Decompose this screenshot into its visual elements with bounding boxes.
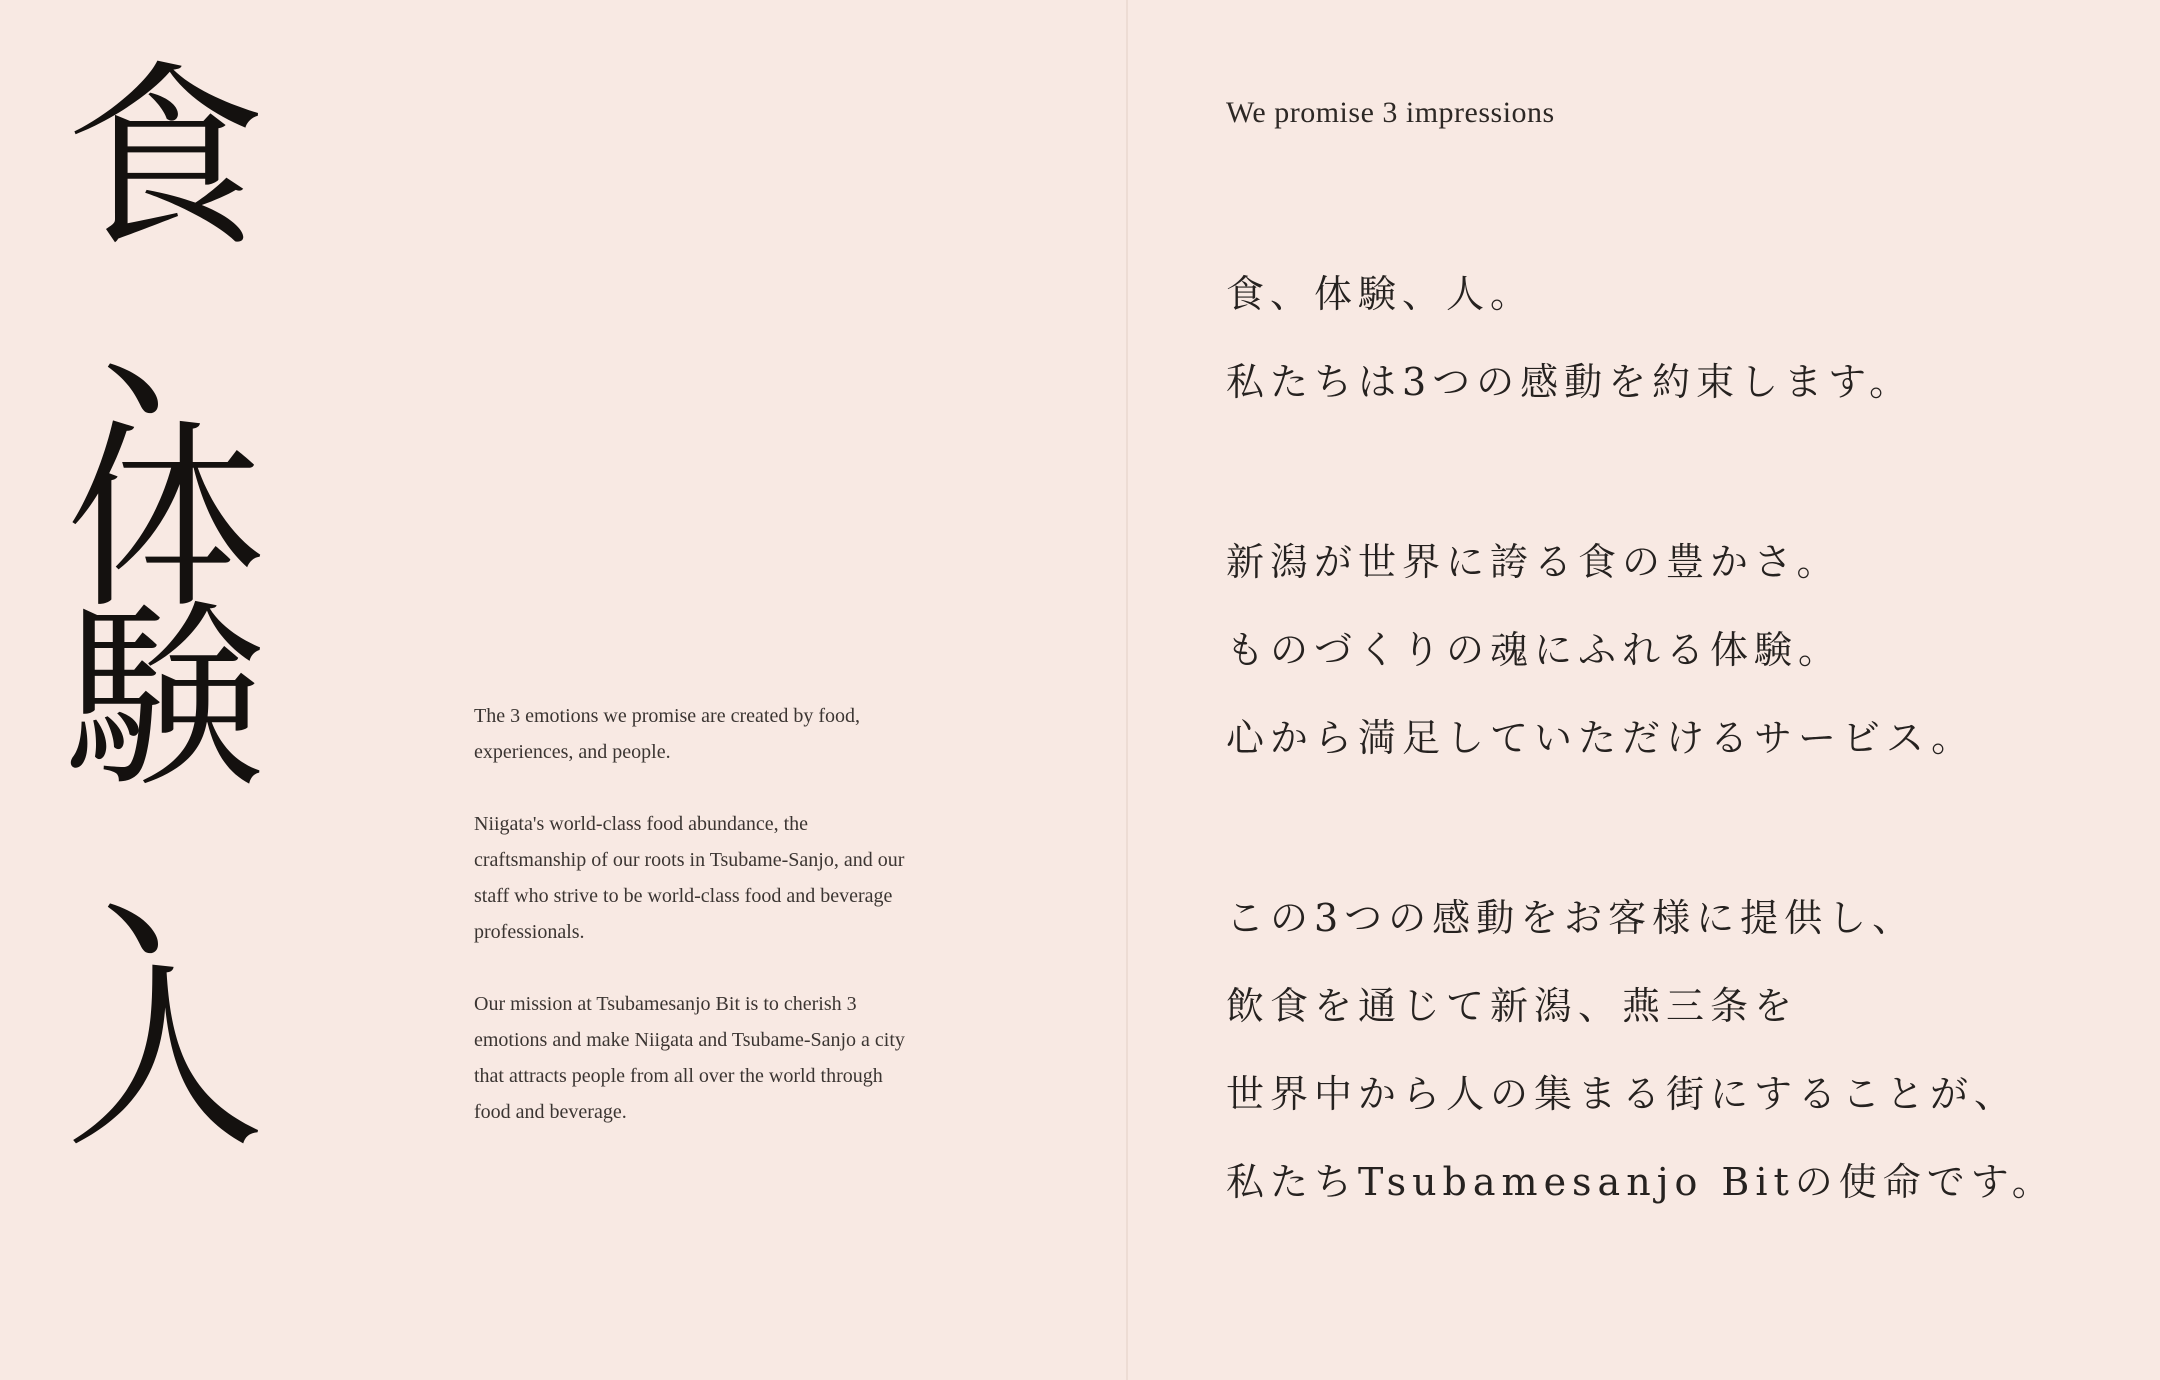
- headline-comma: 、: [100, 753, 301, 986]
- statement-group: [1226, 250, 2106, 426]
- statement-group: [1226, 874, 2106, 1226]
- headline-char-food: 食: [64, 43, 265, 276]
- english-paragraph: Our mission at Tsubamesanjo Bit is to cherish 3 emotions and make Niigata and Tsubame-Sanjo a city that attracts people from all over the world through food and beverage.: [474, 993, 905, 1123]
- english-paragraph: The 3 emotions we promise are created by food, experiences, and people.: [474, 705, 860, 763]
- vertical-headline: [50, 43, 301, 1176]
- statement-line: 心から満足していただけるサービス。: [1226, 716, 1976, 760]
- statement-group: [1226, 518, 2106, 782]
- page-divider: [1126, 0, 1128, 1380]
- statement-line: 食、体験、人。: [1226, 272, 1535, 316]
- eyebrow-heading: We promise 3 impressions: [1226, 96, 1555, 129]
- statement-line: ものづくりの魂にふれる体験。: [1226, 628, 1843, 672]
- headline-char-test: 験: [64, 583, 265, 816]
- headline-char-body: 体: [64, 403, 265, 636]
- statement-line: 私たちは3つの感動を約束します。: [1226, 360, 1914, 404]
- english-description: [474, 698, 914, 1166]
- japanese-statement: [1226, 96, 2106, 1318]
- statement-line: 世界中から人の集まる街にすることが、: [1226, 1072, 2019, 1116]
- statement-line: 飲食を通じて新潟、燕三条を: [1226, 984, 1799, 1028]
- statement-line: この3つの感動をお客様に提供し、: [1226, 896, 1917, 940]
- headline-comma: 、: [100, 213, 301, 446]
- statement-line: 私たちTsubamesanjo Bitの使命です。: [1226, 1160, 2056, 1204]
- statement-line: 新潟が世界に誇る食の豊かさ。: [1226, 540, 1841, 584]
- headline-char-person: 人: [64, 943, 265, 1176]
- english-paragraph: Niigata's world-class food abundance, the craftsmanship of our roots in Tsubame-Sanjo, and our staff who strive to be world-class food and beverage professionals.: [474, 813, 905, 943]
